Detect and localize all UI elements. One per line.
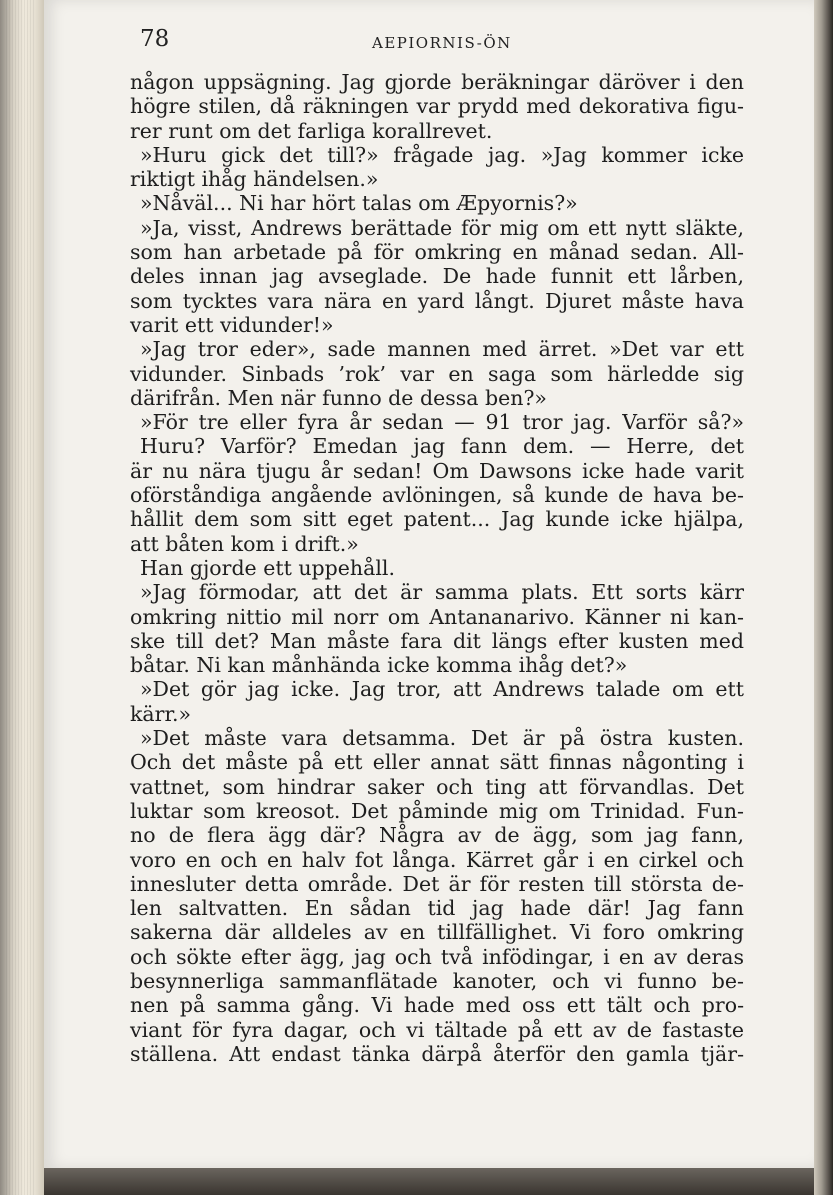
text-line: »Jag förmodar, att det är samma plats. Ett sorts kärr [140,580,744,605]
text-line: voro en och en halv fot långa. Kärret går i en cirkel och [130,847,744,872]
text-line: varit ett vidunder!» [130,312,334,337]
text-line: och sökte efter ägg, jag och två infödingar, i en av deras [130,944,744,969]
text-line: »Huru gick det till?» frågade jag. »Jag kommer icke [140,142,744,167]
body-text [112,70,744,1066]
text-line: »För tre eller fyra år sedan — 91 tror jag. Varför så?» [140,410,744,435]
text-line: någon uppsägning. Jag gjorde beräkningar däröver i den [130,70,744,94]
text-line: ske till det? Man måste fara dit längs efter kusten med [130,628,744,653]
book-page-edges-right [814,0,833,1195]
text-line: »Ja, visst, Andrews berättade för mig om ett nytt släkte, [140,215,744,240]
text-line: högre stilen, då räkningen var prydd med dekorativa figu- [130,94,744,119]
text-line: »Det gör jag icke. Jag tror, att Andrews talade om ett [140,677,744,702]
text-line: vidunder. Sinbads ’rok’ var en saga som härledde sig [130,361,744,386]
text-line: oförståndiga angående avlöningen, så kunde de hava be- [130,483,744,508]
text-line: som tycktes vara nära en yard långt. Djuret måste hava [130,288,744,313]
book-page-edges-left [0,0,44,1195]
text-line: hållit dem som sitt eget patent... Jag kunde icke hjälpa, [130,507,744,532]
book-bottom-shadow [44,1168,833,1195]
text-line: deles innan jag avseglade. De hade funnit ett lårben, [130,264,744,289]
text-line: ställena. Att endast tänka därpå återför den gamla tjär- [130,1041,744,1066]
text-line: vattnet, som hindrar saker och ting att förvandlas. Det [130,774,744,799]
text-line: no de flera ägg där? Några av de ägg, som jag fann, [130,823,744,848]
text-line: »Jag tror eder», sade mannen med ärret. »Det var ett [140,337,744,362]
text-line: len saltvatten. En sådan tid jag hade där! Jag fann [130,896,744,921]
text-line: kärr.» [130,701,192,726]
page-number: 78 [140,26,170,52]
text-line: som han arbetade på för omkring en månad sedan. All- [130,240,744,265]
text-line: därifrån. Men när funno de dessa ben?» [130,385,547,410]
text-line: besynnerliga sammanflätade kanoter, och vi funno be- [130,968,744,993]
text-line: »Det måste vara detsamma. Det är på östra kusten. [140,726,744,751]
text-line: är nu nära tjugu år sedan! Om Dawsons icke hade varit [130,458,744,483]
text-line: luktar som kreosot. Det påminde mig om Trinidad. Fun- [130,798,744,823]
text-line: sakerna där alldeles av en tillfällighet. Vi foro omkring [130,920,744,945]
text-line: riktigt ihåg händelsen.» [130,167,379,192]
text-line: nen på samma gång. Vi hade med oss ett tält och pro- [130,993,744,1018]
text-line: Han gjorde ett uppehåll. [140,555,395,580]
page-header [140,26,740,56]
text-line: Huru? Varför? Emedan jag fann dem. — Herre, det [140,434,744,459]
text-line: viant för fyra dagar, och vi tältade på ett av de fastaste [130,1017,744,1042]
text-line: »Nåväl... Ni har hört talas om Æpyornis?» [140,191,578,216]
text-line: Och det måste på ett eller annat sätt finnas någonting i [130,750,744,775]
text-line: innesluter detta område. Det är för resten till största de- [130,871,744,896]
text-line: rer runt om det farliga korallrevet. [130,118,493,143]
text-line: att båten kom i drift.» [130,531,359,556]
text-line: båtar. Ni kan månhända icke komma ihåg det?» [130,653,628,678]
running-title: AEPIORNIS-ÖN [372,34,512,52]
text-line: omkring nittio mil norr om Antananarivo. Känner ni kan- [130,604,744,629]
